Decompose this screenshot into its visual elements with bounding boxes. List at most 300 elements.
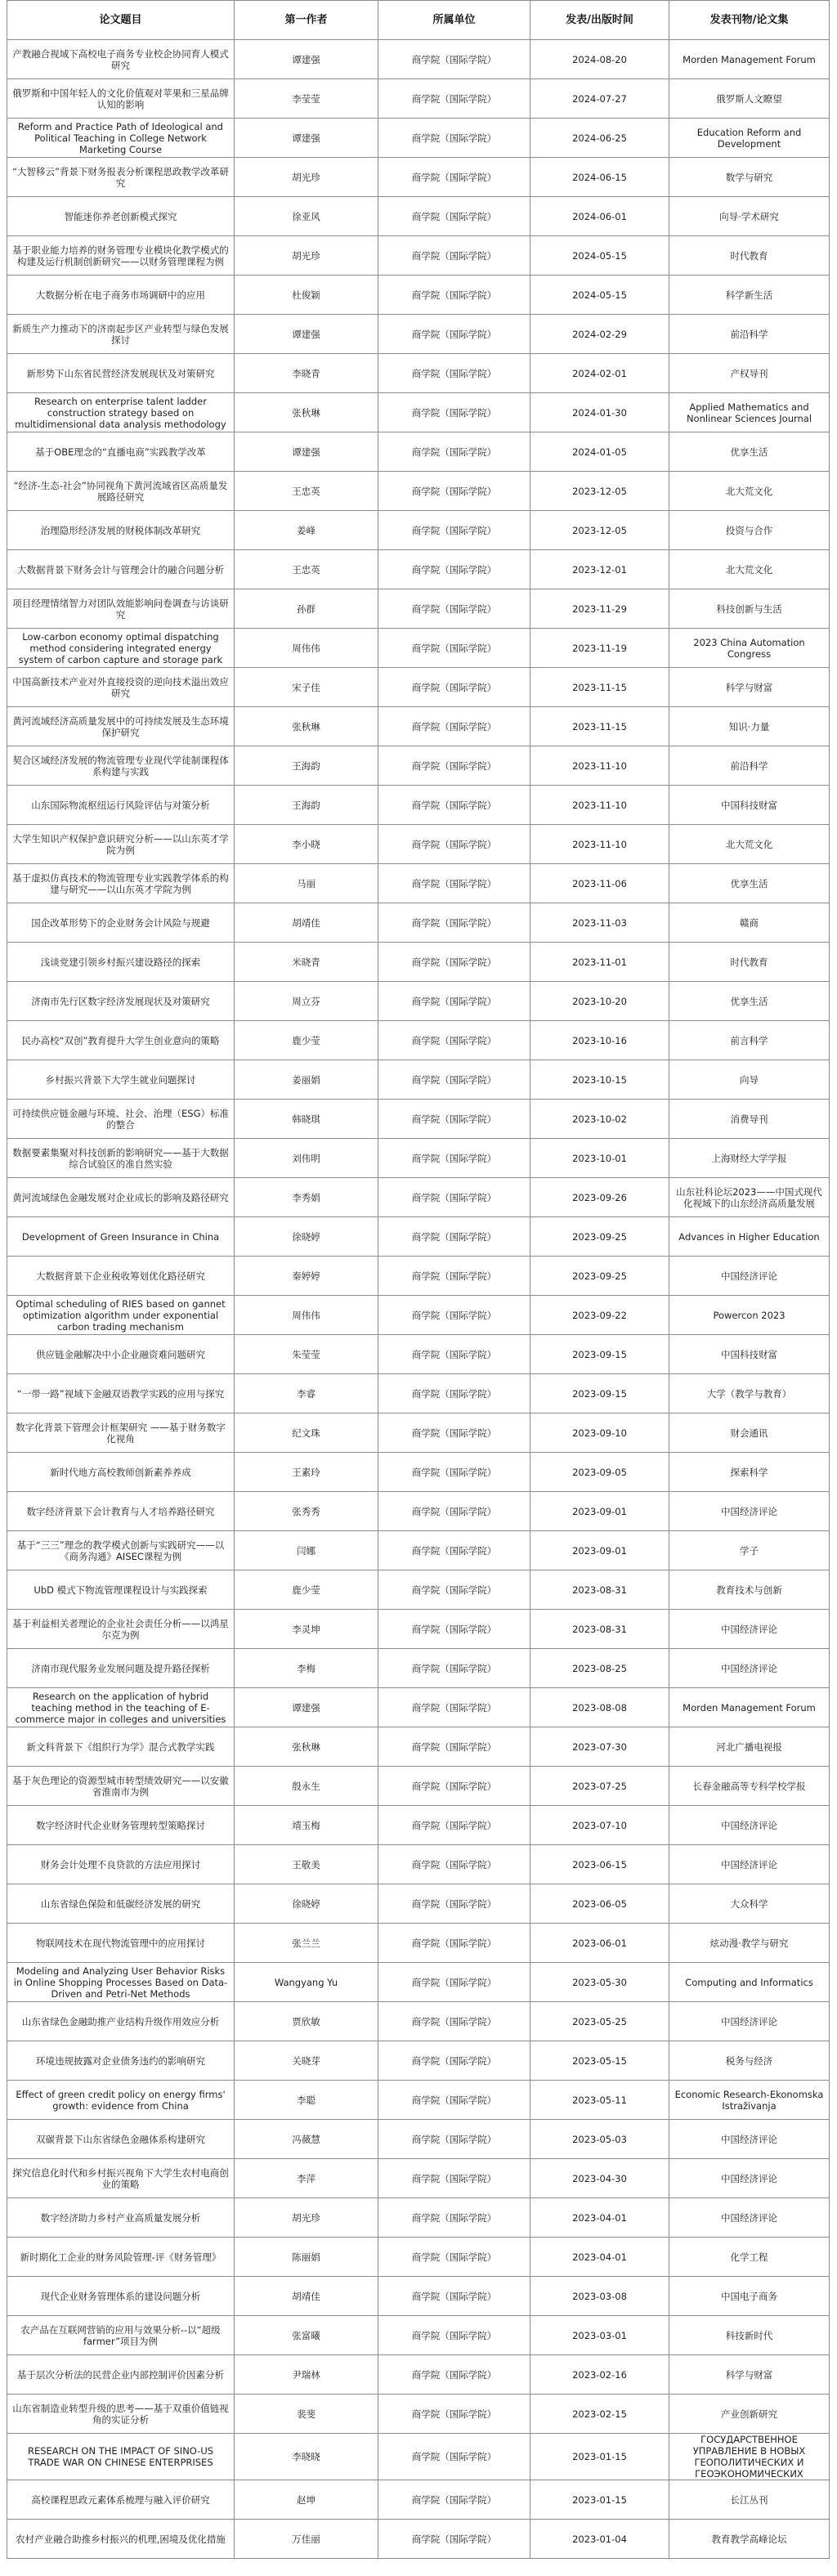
cell-first-author: 周伟伟 bbox=[235, 629, 378, 668]
table-row bbox=[7, 119, 830, 158]
cell-journal: 2023 China Automation Congress bbox=[669, 629, 830, 668]
cell-journal: 中国经济评论 bbox=[669, 2120, 830, 2159]
cell-affiliation: 商学院（国际学院） bbox=[378, 2041, 530, 2081]
cell-title: 基于层次分析法的民营企业内部控制评价因素分析 bbox=[7, 2355, 235, 2395]
cell-publish-date: 2023-07-10 bbox=[530, 1806, 669, 1845]
cell-publish-date: 2023-05-15 bbox=[530, 2041, 669, 2081]
cell-first-author: 王海韵 bbox=[235, 786, 378, 825]
cell-affiliation: 商学院（国际学院） bbox=[378, 2395, 530, 2434]
cell-first-author: Wangyang Yu bbox=[235, 1963, 378, 2002]
cell-journal: 长江丛刊 bbox=[669, 2480, 830, 2520]
cell-publish-date: 2023-02-15 bbox=[530, 2395, 669, 2434]
cell-journal: 中国经济评论 bbox=[669, 2198, 830, 2238]
cell-affiliation: 商学院（国际学院） bbox=[378, 1139, 530, 1178]
cell-first-author: 张秀秀 bbox=[235, 1492, 378, 1531]
cell-journal: 中国经济评论 bbox=[669, 1610, 830, 1649]
cell-first-author: 宋子佳 bbox=[235, 668, 378, 707]
cell-first-author: 胡光珍 bbox=[235, 236, 378, 276]
cell-publish-date: 2023-05-11 bbox=[530, 2081, 669, 2120]
cell-publish-date: 2023-08-08 bbox=[530, 1688, 669, 1727]
cell-publish-date: 2024-05-15 bbox=[530, 276, 669, 315]
table-row bbox=[7, 2355, 830, 2395]
cell-publish-date: 2023-10-01 bbox=[530, 1139, 669, 1178]
table-row bbox=[7, 1217, 830, 1257]
table-row bbox=[7, 511, 830, 550]
cell-journal: 时代教育 bbox=[669, 943, 830, 982]
cell-affiliation: 商学院（国际学院） bbox=[378, 40, 530, 79]
cell-first-author: 李晓青 bbox=[235, 354, 378, 393]
cell-affiliation: 商学院（国际学院） bbox=[378, 1610, 530, 1649]
cell-title: UbD 模式下物流管理课程设计与实践探索 bbox=[7, 1570, 235, 1610]
header-title: 论文题目 bbox=[7, 1, 235, 40]
table-row bbox=[7, 589, 830, 629]
cell-affiliation: 商学院（国际学院） bbox=[378, 2520, 530, 2559]
cell-publish-date: 2023-11-03 bbox=[530, 903, 669, 943]
cell-publish-date: 2023-09-10 bbox=[530, 1413, 669, 1453]
cell-title: 环境违规披露对企业债务违约的影响研究 bbox=[7, 2041, 235, 2081]
cell-title: 黄河流域经济高质量发展中的可持续发展及生态环境保护研究 bbox=[7, 707, 235, 746]
cell-publish-date: 2024-06-25 bbox=[530, 119, 669, 158]
table-row bbox=[7, 1845, 830, 1884]
cell-first-author: 关晓芽 bbox=[235, 2041, 378, 2081]
cell-first-author: 李莹莹 bbox=[235, 79, 378, 119]
cell-title: “一带一路”视域下金融双语教学实践的应用与探究 bbox=[7, 1374, 235, 1413]
cell-first-author: 姜丽娟 bbox=[235, 1060, 378, 1100]
cell-title: 黄河流域绿色金融发展对企业成长的影响及路径研究 bbox=[7, 1178, 235, 1217]
cell-first-author: 殷永生 bbox=[235, 1767, 378, 1806]
table-row bbox=[7, 354, 830, 393]
cell-title: 新质生产力推动下的济南起步区产业转型与绿色发展探讨 bbox=[7, 315, 235, 354]
cell-journal: 前沿科学 bbox=[669, 315, 830, 354]
cell-affiliation: 商学院（国际学院） bbox=[378, 197, 530, 236]
cell-publish-date: 2023-05-03 bbox=[530, 2120, 669, 2159]
cell-journal: 中国经济评论 bbox=[669, 2159, 830, 2198]
cell-journal: 长春金融高等专科学校学报 bbox=[669, 1767, 830, 1806]
cell-publish-date: 2023-12-05 bbox=[530, 511, 669, 550]
table-body bbox=[7, 40, 830, 2559]
cell-first-author: 李梅 bbox=[235, 1649, 378, 1688]
cell-affiliation: 商学院（国际学院） bbox=[378, 315, 530, 354]
cell-affiliation: 商学院（国际学院） bbox=[378, 2355, 530, 2395]
cell-journal: 向导 bbox=[669, 1060, 830, 1100]
cell-affiliation: 商学院（国际学院） bbox=[378, 2277, 530, 2316]
cell-title: 基于灰色理论的资源型城市转型绩效研究——以安徽省淮南市为例 bbox=[7, 1767, 235, 1806]
table-row bbox=[7, 1884, 830, 1924]
cell-journal: 炫动漫·教学与研究 bbox=[669, 1924, 830, 1963]
cell-journal: 中国科技财富 bbox=[669, 1335, 830, 1374]
cell-title: RESEARCH ON THE IMPACT OF SINO-US TRADE WAR ON CHINESE ENTERPRISES bbox=[7, 2434, 235, 2480]
cell-affiliation: 商学院（国际学院） bbox=[378, 2316, 530, 2355]
cell-affiliation: 商学院（国际学院） bbox=[378, 1806, 530, 1845]
cell-first-author: 李晓晓 bbox=[235, 2434, 378, 2480]
cell-journal: 财会通讯 bbox=[669, 1413, 830, 1453]
cell-title: 探究信息化时代和乡村振兴视角下大学生农村电商创业的策略 bbox=[7, 2159, 235, 2198]
cell-publish-date: 2023-03-01 bbox=[530, 2316, 669, 2355]
cell-publish-date: 2024-07-27 bbox=[530, 79, 669, 119]
table-row bbox=[7, 1178, 830, 1217]
cell-affiliation: 商学院（国际学院） bbox=[378, 550, 530, 589]
cell-journal: 产权导刊 bbox=[669, 354, 830, 393]
table-row bbox=[7, 1688, 830, 1727]
table-row bbox=[7, 393, 830, 432]
cell-title: “大智移云”背景下财务报表分析课程思政教学改革研究 bbox=[7, 158, 235, 197]
cell-journal: 中国经济评论 bbox=[669, 1649, 830, 1688]
table-row bbox=[7, 2277, 830, 2316]
cell-title: 新时代地方高校教师创新素养养成 bbox=[7, 1453, 235, 1492]
cell-title: 治理隐形经济发展的财税体制改革研究 bbox=[7, 511, 235, 550]
cell-title: 数字化背景下管理会计框架研究 ——基于财务数字化视角 bbox=[7, 1413, 235, 1453]
cell-first-author: 韩晓琪 bbox=[235, 1100, 378, 1139]
cell-first-author: 冯薇慧 bbox=[235, 2120, 378, 2159]
cell-journal: Economic Research-Ekonomska Istraživanja bbox=[669, 2081, 830, 2120]
cell-journal: Education Reform and Development bbox=[669, 119, 830, 158]
cell-journal: 化学工程 bbox=[669, 2238, 830, 2277]
cell-journal: 大众科学 bbox=[669, 1884, 830, 1924]
header-row bbox=[7, 1, 830, 40]
cell-publish-date: 2023-11-10 bbox=[530, 825, 669, 864]
table-row bbox=[7, 158, 830, 197]
table-row bbox=[7, 550, 830, 589]
table-row bbox=[7, 2395, 830, 2434]
cell-affiliation: 商学院（国际学院） bbox=[378, 2198, 530, 2238]
cell-journal: Morden Management Forum bbox=[669, 40, 830, 79]
table-row bbox=[7, 982, 830, 1021]
cell-affiliation: 商学院（国际学院） bbox=[378, 511, 530, 550]
cell-title: 大数据背景下财务会计与管理会计的融合问题分析 bbox=[7, 550, 235, 589]
cell-affiliation: 商学院（国际学院） bbox=[378, 1649, 530, 1688]
cell-affiliation: 商学院（国际学院） bbox=[378, 1492, 530, 1531]
cell-publish-date: 2023-11-01 bbox=[530, 943, 669, 982]
table-row bbox=[7, 1139, 830, 1178]
cell-title: 双碳背景下山东省绿色金融体系构建研究 bbox=[7, 2120, 235, 2159]
table-row bbox=[7, 2041, 830, 2081]
cell-first-author: 李秀娟 bbox=[235, 1178, 378, 1217]
cell-title: 基于虚拟仿真技术的物流管理专业实践教学体系的构建与研究——以山东英才学院为例 bbox=[7, 864, 235, 903]
cell-affiliation: 商学院（国际学院） bbox=[378, 746, 530, 786]
cell-journal: 探索科学 bbox=[669, 1453, 830, 1492]
cell-affiliation: 商学院（国际学院） bbox=[378, 982, 530, 1021]
cell-title: 现代企业财务管理体系的建设问题分析 bbox=[7, 2277, 235, 2316]
cell-first-author: 陈丽娟 bbox=[235, 2238, 378, 2277]
cell-publish-date: 2023-11-15 bbox=[530, 707, 669, 746]
cell-publish-date: 2023-01-04 bbox=[530, 2520, 669, 2559]
cell-affiliation: 商学院（国际学院） bbox=[378, 786, 530, 825]
table-row bbox=[7, 2434, 830, 2480]
cell-title: 中国高新技术产业对外直接投资的逆向技术溢出效应研究 bbox=[7, 668, 235, 707]
cell-journal: 中国电子商务 bbox=[669, 2277, 830, 2316]
cell-affiliation: 商学院（国际学院） bbox=[378, 1453, 530, 1492]
cell-affiliation: 商学院（国际学院） bbox=[378, 668, 530, 707]
table-row bbox=[7, 1060, 830, 1100]
table-row bbox=[7, 943, 830, 982]
cell-journal: Powercon 2023 bbox=[669, 1296, 830, 1335]
cell-publish-date: 2023-09-22 bbox=[530, 1296, 669, 1335]
cell-title: 数字经济背景下会计教育与人才培养路径研究 bbox=[7, 1492, 235, 1531]
cell-title: 基于利益相关者理论的企业社会责任分析——以鸿星尔克为例 bbox=[7, 1610, 235, 1649]
cell-publish-date: 2023-02-16 bbox=[530, 2355, 669, 2395]
cell-publish-date: 2023-10-02 bbox=[530, 1100, 669, 1139]
cell-first-author: 姜峰 bbox=[235, 511, 378, 550]
cell-first-author: 张兰兰 bbox=[235, 1924, 378, 1963]
cell-publish-date: 2023-03-08 bbox=[530, 2277, 669, 2316]
cell-affiliation: 商学院（国际学院） bbox=[378, 1570, 530, 1610]
cell-title: Development of Green Insurance in China bbox=[7, 1217, 235, 1257]
cell-publish-date: 2023-01-15 bbox=[530, 2434, 669, 2480]
table-row bbox=[7, 786, 830, 825]
cell-affiliation: 商学院（国际学院） bbox=[378, 393, 530, 432]
cell-first-author: 鹿少莹 bbox=[235, 1570, 378, 1610]
cell-title: 项目经理情绪智力对团队效能影响问卷调查与访谈研究 bbox=[7, 589, 235, 629]
cell-affiliation: 商学院（国际学院） bbox=[378, 2434, 530, 2480]
cell-affiliation: 商学院（国际学院） bbox=[378, 1374, 530, 1413]
table-row bbox=[7, 472, 830, 511]
table-row bbox=[7, 1531, 830, 1570]
table-row bbox=[7, 1924, 830, 1963]
cell-journal: 俄罗斯人文瞭望 bbox=[669, 79, 830, 119]
cell-publish-date: 2023-06-01 bbox=[530, 1924, 669, 1963]
cell-title: Optimal scheduling of RIES based on gannet optimization algorithm under exponential carbon trading mechanism bbox=[7, 1296, 235, 1335]
cell-publish-date: 2023-09-05 bbox=[530, 1453, 669, 1492]
cell-affiliation: 商学院（国际学院） bbox=[378, 119, 530, 158]
cell-journal: 税务与经济 bbox=[669, 2041, 830, 2081]
cell-publish-date: 2023-09-15 bbox=[530, 1335, 669, 1374]
cell-journal: 中国经济评论 bbox=[669, 1492, 830, 1531]
table-row bbox=[7, 629, 830, 668]
cell-title: 可持续供应链金融与环境、社会、治理（ESG）标准的整合 bbox=[7, 1100, 235, 1139]
table-row bbox=[7, 1570, 830, 1610]
cell-title: 浅谈党建引领乡村振兴建设路径的探索 bbox=[7, 943, 235, 982]
cell-title: 济南市先行区数字经济发展现状及对策研究 bbox=[7, 982, 235, 1021]
table-row bbox=[7, 1335, 830, 1374]
cell-first-author: 谭建强 bbox=[235, 40, 378, 79]
table-row bbox=[7, 1806, 830, 1845]
cell-affiliation: 商学院（国际学院） bbox=[378, 1296, 530, 1335]
cell-title: 山东省绿色保险和低碳经济发展的研究 bbox=[7, 1884, 235, 1924]
cell-title: 大数据背景下企业税收筹划优化路径研究 bbox=[7, 1257, 235, 1296]
cell-affiliation: 商学院（国际学院） bbox=[378, 1060, 530, 1100]
cell-title: 乡村振兴背景下大学生就业问题探讨 bbox=[7, 1060, 235, 1100]
cell-affiliation: 商学院（国际学院） bbox=[378, 1727, 530, 1767]
table-row bbox=[7, 1257, 830, 1296]
cell-title: 山东国际物流枢纽运行风险评估与对策分析 bbox=[7, 786, 235, 825]
cell-publish-date: 2023-10-20 bbox=[530, 982, 669, 1021]
cell-title: 大数据分析在电子商务市场调研中的应用 bbox=[7, 276, 235, 315]
cell-title: 山东省制造业转型升级的思考——基于双重价值链视角的实证分析 bbox=[7, 2395, 235, 2434]
cell-publish-date: 2024-05-15 bbox=[530, 236, 669, 276]
cell-journal: 中国经济评论 bbox=[669, 2002, 830, 2041]
cell-journal: 中国科技财富 bbox=[669, 786, 830, 825]
cell-title: 财务会计处理不良贷款的方法应用探讨 bbox=[7, 1845, 235, 1884]
cell-journal: Advances in Higher Education bbox=[669, 1217, 830, 1257]
cell-first-author: 李睿 bbox=[235, 1374, 378, 1413]
cell-first-author: 纪文珠 bbox=[235, 1413, 378, 1453]
cell-first-author: 孙群 bbox=[235, 589, 378, 629]
cell-affiliation: 商学院（国际学院） bbox=[378, 1021, 530, 1060]
cell-publish-date: 2023-12-01 bbox=[530, 550, 669, 589]
cell-title: “经济-生态-社会”协同视角下黄河流域省区高质量发展路径研究 bbox=[7, 472, 235, 511]
cell-title: 基于“三三”理念的教学模式创新与实践研究——以《商务沟通》AISEC课程为例 bbox=[7, 1531, 235, 1570]
cell-publish-date: 2023-05-30 bbox=[530, 1963, 669, 2002]
cell-publish-date: 2023-10-15 bbox=[530, 1060, 669, 1100]
cell-affiliation: 商学院（国际学院） bbox=[378, 943, 530, 982]
table-row bbox=[7, 903, 830, 943]
cell-title: 基于职业能力培养的财务管理专业模块化教学模式的构建及运行机制创新研究——以财务管理课程为例 bbox=[7, 236, 235, 276]
cell-publish-date: 2023-04-30 bbox=[530, 2159, 669, 2198]
table-row bbox=[7, 1610, 830, 1649]
cell-journal: 前言科学 bbox=[669, 1021, 830, 1060]
cell-title: 数字经济助力乡村产业高质量发展分析 bbox=[7, 2198, 235, 2238]
cell-first-author: 鹿少莹 bbox=[235, 1021, 378, 1060]
cell-journal: 前沿科学 bbox=[669, 746, 830, 786]
cell-affiliation: 商学院（国际学院） bbox=[378, 236, 530, 276]
cell-affiliation: 商学院（国际学院） bbox=[378, 1335, 530, 1374]
cell-journal: 中国经济评论 bbox=[669, 1806, 830, 1845]
cell-first-author: 张秋琳 bbox=[235, 707, 378, 746]
table-row bbox=[7, 2480, 830, 2520]
cell-journal: 北大荒文化 bbox=[669, 825, 830, 864]
cell-first-author: 李萍 bbox=[235, 2159, 378, 2198]
cell-first-author: 闫娜 bbox=[235, 1531, 378, 1570]
cell-title: 供应链金融解决中小企业融资难问题研究 bbox=[7, 1335, 235, 1374]
cell-first-author: 李聪 bbox=[235, 2081, 378, 2120]
cell-publish-date: 2023-11-10 bbox=[530, 746, 669, 786]
cell-journal: 向导·学术研究 bbox=[669, 197, 830, 236]
cell-affiliation: 商学院（国际学院） bbox=[378, 2120, 530, 2159]
table-row bbox=[7, 2520, 830, 2559]
cell-publish-date: 2023-11-19 bbox=[530, 629, 669, 668]
cell-title: 农产品在互联网营销的应用与效果分析--以“超级farmer”项目为例 bbox=[7, 2316, 235, 2355]
cell-publish-date: 2023-04-01 bbox=[530, 2238, 669, 2277]
cell-first-author: 谭建强 bbox=[235, 1688, 378, 1727]
cell-first-author: 万佳丽 bbox=[235, 2520, 378, 2559]
cell-first-author: 张富曦 bbox=[235, 2316, 378, 2355]
table-row bbox=[7, 707, 830, 746]
cell-publish-date: 2023-08-31 bbox=[530, 1570, 669, 1610]
cell-title: 数据要素集聚对科技创新的影响研究——基于大数据综合试验区的准自然实验 bbox=[7, 1139, 235, 1178]
cell-first-author: 周伟伟 bbox=[235, 1296, 378, 1335]
cell-first-author: 徐亚风 bbox=[235, 197, 378, 236]
cell-affiliation: 商学院（国际学院） bbox=[378, 276, 530, 315]
cell-journal: 河北广播电视报 bbox=[669, 1727, 830, 1767]
cell-first-author: 赵坤 bbox=[235, 2480, 378, 2520]
cell-publish-date: 2023-09-01 bbox=[530, 1531, 669, 1570]
cell-first-author: 王素玲 bbox=[235, 1453, 378, 1492]
table-row bbox=[7, 2198, 830, 2238]
cell-title: 契合区域经济发展的物流管理专业现代学徒制课程体系构建与实践 bbox=[7, 746, 235, 786]
cell-title: 农村产业融合助推乡村振兴的机理,困境及优化措施 bbox=[7, 2520, 235, 2559]
cell-journal: 教育技术与创新 bbox=[669, 1570, 830, 1610]
table-row bbox=[7, 2238, 830, 2277]
cell-publish-date: 2023-05-25 bbox=[530, 2002, 669, 2041]
table-row bbox=[7, 2159, 830, 2198]
cell-journal: 学子 bbox=[669, 1531, 830, 1570]
table-row bbox=[7, 1727, 830, 1767]
header-publish-date: 发表/出版时间 bbox=[530, 1, 669, 40]
cell-publish-date: 2024-01-30 bbox=[530, 393, 669, 432]
table-row bbox=[7, 1492, 830, 1531]
table-row bbox=[7, 79, 830, 119]
cell-publish-date: 2024-08-20 bbox=[530, 40, 669, 79]
table-row bbox=[7, 1021, 830, 1060]
cell-affiliation: 商学院（国际学院） bbox=[378, 79, 530, 119]
cell-first-author: 王忠英 bbox=[235, 472, 378, 511]
cell-publish-date: 2023-11-15 bbox=[530, 668, 669, 707]
cell-journal: ГОСУДАРСТВЕННОЕ УПРАВЛЕНИЕ В НОВЫХ ГЕОПОЛИТИЧЕСКИХ И ГЕОЭКОНОМИЧЕСКИХ bbox=[669, 2434, 830, 2480]
cell-affiliation: 商学院（国际学院） bbox=[378, 1531, 530, 1570]
cell-affiliation: 商学院（国际学院） bbox=[378, 864, 530, 903]
cell-affiliation: 商学院（国际学院） bbox=[378, 1884, 530, 1924]
cell-title: 大学生知识产权保护意识研究分析——以山东英才学院为例 bbox=[7, 825, 235, 864]
table-row bbox=[7, 40, 830, 79]
cell-affiliation: 商学院（国际学院） bbox=[378, 1845, 530, 1884]
table-row bbox=[7, 236, 830, 276]
header-affiliation: 所属单位 bbox=[378, 1, 530, 40]
table-row bbox=[7, 432, 830, 472]
cell-title: 民办高校“双创”教育提升大学生创业意向的策略 bbox=[7, 1021, 235, 1060]
cell-journal: 优享生活 bbox=[669, 982, 830, 1021]
cell-affiliation: 商学院（国际学院） bbox=[378, 472, 530, 511]
cell-first-author: 张秋琳 bbox=[235, 393, 378, 432]
table-row bbox=[7, 668, 830, 707]
cell-first-author: 李灵坤 bbox=[235, 1610, 378, 1649]
cell-publish-date: 2023-09-25 bbox=[530, 1217, 669, 1257]
table-row bbox=[7, 276, 830, 315]
cell-first-author: 张秋琳 bbox=[235, 1727, 378, 1767]
cell-publish-date: 2023-11-10 bbox=[530, 786, 669, 825]
cell-journal: 中国经济评论 bbox=[669, 1257, 830, 1296]
cell-title: 新时期化工企业的财务风险管理-评《财务管理》 bbox=[7, 2238, 235, 2277]
table-row bbox=[7, 1649, 830, 1688]
cell-first-author: 王忠英 bbox=[235, 550, 378, 589]
cell-publish-date: 2023-06-05 bbox=[530, 1884, 669, 1924]
cell-publish-date: 2023-09-26 bbox=[530, 1178, 669, 1217]
table-row bbox=[7, 746, 830, 786]
cell-first-author: 谭建强 bbox=[235, 432, 378, 472]
table-row bbox=[7, 197, 830, 236]
cell-affiliation: 商学院（国际学院） bbox=[378, 1178, 530, 1217]
cell-affiliation: 商学院（国际学院） bbox=[378, 1767, 530, 1806]
cell-title: Reform and Practice Path of Ideological and Political Teaching in College Network Marketing Course bbox=[7, 119, 235, 158]
cell-journal: 投资与合作 bbox=[669, 511, 830, 550]
cell-first-author: 贾欣敏 bbox=[235, 2002, 378, 2041]
cell-title: 产教融合视域下高校电子商务专业校企协同育人模式研究 bbox=[7, 40, 235, 79]
cell-title: Effect of green credit policy on energy firms' growth: evidence from China bbox=[7, 2081, 235, 2120]
cell-journal: 消费导刊 bbox=[669, 1100, 830, 1139]
cell-first-author: 裴斐 bbox=[235, 2395, 378, 2434]
cell-first-author: 马丽 bbox=[235, 864, 378, 903]
cell-publish-date: 2023-07-30 bbox=[530, 1727, 669, 1767]
table-row bbox=[7, 2120, 830, 2159]
cell-first-author: 王敬美 bbox=[235, 1845, 378, 1884]
cell-title: Low-carbon economy optimal dispatching method considering integrated energy system of carbon capture and storage park bbox=[7, 629, 235, 668]
cell-first-author: 刘伟明 bbox=[235, 1139, 378, 1178]
cell-publish-date: 2023-07-25 bbox=[530, 1767, 669, 1806]
cell-title: 新文科背景下《组织行为学》混合式教学实践 bbox=[7, 1727, 235, 1767]
cell-publish-date: 2024-01-05 bbox=[530, 432, 669, 472]
cell-title: 国企改革形势下的企业财务会计风险与规避 bbox=[7, 903, 235, 943]
table-header bbox=[7, 1, 830, 40]
cell-journal: 产业创新研究 bbox=[669, 2395, 830, 2434]
cell-journal: 科学新生活 bbox=[669, 276, 830, 315]
cell-first-author: 胡光珍 bbox=[235, 2198, 378, 2238]
cell-publish-date: 2023-01-15 bbox=[530, 2480, 669, 2520]
cell-publish-date: 2024-02-29 bbox=[530, 315, 669, 354]
cell-first-author: 朱莹莹 bbox=[235, 1335, 378, 1374]
cell-publish-date: 2023-06-15 bbox=[530, 1845, 669, 1884]
cell-journal: Morden Management Forum bbox=[669, 1688, 830, 1727]
cell-affiliation: 商学院（国际学院） bbox=[378, 1257, 530, 1296]
table-row bbox=[7, 825, 830, 864]
